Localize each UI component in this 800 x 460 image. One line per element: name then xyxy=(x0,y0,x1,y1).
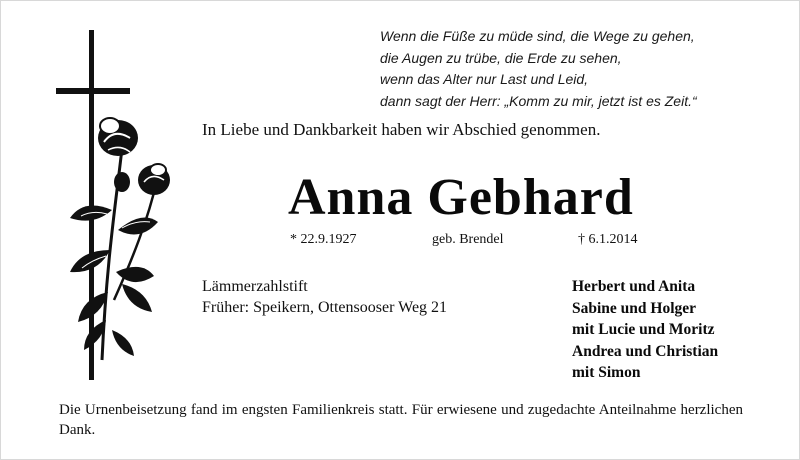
poem-line: Wenn die Füße zu müde sind, die Wege zu gehen, xyxy=(380,28,695,44)
residence-line: Lämmerzahlstift xyxy=(202,278,308,295)
cross-with-roses-icon xyxy=(52,30,182,380)
poem-line: die Augen zu trübe, die Erde zu sehen, xyxy=(380,49,622,66)
footer-text: Die Urnenbeisetzung fand im engsten Familienkreis statt. Für erwiesene und zugedachte Anteilnahme herzlichen Dank. xyxy=(59,402,743,438)
intro-text: In Liebe und Dankbarkeit haben wir Abschied genommen. xyxy=(202,120,601,139)
mourner-line: Herbert und Anita xyxy=(572,278,696,295)
poem-line: wenn das Alter nur Last und Leid, xyxy=(380,71,589,87)
poem-line: dann sagt der Herr: „Komm zu mir, jetzt ist es Zeit.“ xyxy=(380,92,697,109)
residence-line: Früher: Speikern, Ottensooser Weg 21 xyxy=(202,299,448,316)
birth-date: * 22.9.1927 xyxy=(290,232,357,247)
mourner-line: Sabine und Holger xyxy=(572,299,697,317)
mourner-line: mit Lucie und Moritz xyxy=(572,321,715,338)
mourners-list xyxy=(572,276,718,384)
mourner-line: Andrea und Christian xyxy=(572,342,719,360)
death-date: † 6.1.2014 xyxy=(578,232,638,247)
residence-block xyxy=(202,276,447,318)
mourner-line: mit Simon xyxy=(572,364,641,381)
maiden-name: geb. Brendel xyxy=(432,232,504,247)
poem xyxy=(380,26,780,112)
deceased-name: Anna Gebhard xyxy=(288,169,634,226)
